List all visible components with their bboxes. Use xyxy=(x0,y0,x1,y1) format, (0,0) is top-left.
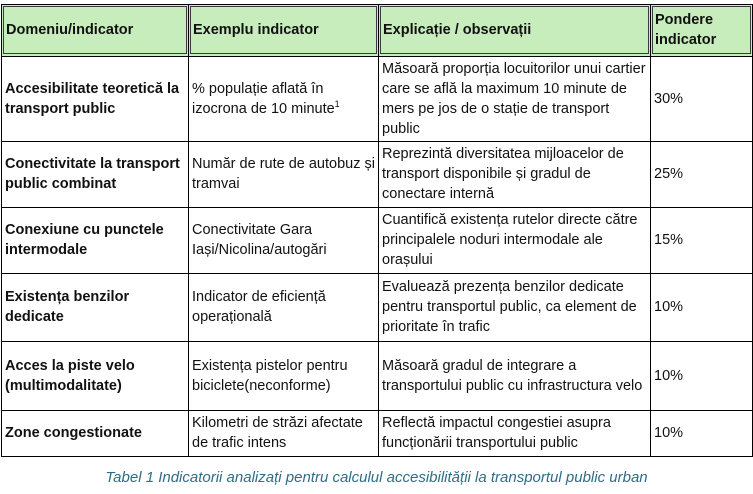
cell-weight: 30% xyxy=(651,57,753,142)
table-row xyxy=(2,411,753,457)
cell-example: Indicator de eficiență operațională xyxy=(189,274,379,342)
cell-example: Conectivitate Gara Iași/Nicolina/autogări xyxy=(189,208,379,274)
cell-weight: 15% xyxy=(651,208,753,274)
cell-domain: Acces la piste velo (multimodalitate) xyxy=(2,342,189,411)
cell-explanation: Evaluează prezența benzilor dedicate pentru transportul public, ca element de prioritate în trafic xyxy=(379,274,651,342)
table-caption: Tabel 1 Indicatorii analizați pentru calculul accesibilității la transportul public urban xyxy=(105,469,648,486)
cell-weight: 10% xyxy=(651,274,753,342)
cell-explanation: Reflectă impactul congestiei asupra funcționării transportului public xyxy=(379,411,651,457)
cell-explanation: Reprezintă diversitatea mijloacelor de transport disponibile și gradul de conectare internă xyxy=(379,142,651,208)
table-row xyxy=(2,208,753,274)
cell-example: Număr de rute de autobuz și tramvai xyxy=(189,142,379,208)
cell-explanation: Măsoară gradul de integrare a transportului public cu infrastructura velo xyxy=(379,342,651,411)
cell-weight: 10% xyxy=(651,411,753,457)
cell-example xyxy=(189,57,379,142)
cell-domain: Zone congestionate xyxy=(2,411,189,457)
cell-explanation: Măsoară proporția locuitorilor unui cartier care se află la maximum 10 minute de mers pe jos de o stație de transport public xyxy=(379,57,651,142)
cell-weight: 25% xyxy=(651,142,753,208)
cell-example-text: % populație aflată în izocrona de 10 minute xyxy=(192,80,335,117)
footnote-marker: 1 xyxy=(334,98,340,109)
table-row xyxy=(2,274,753,342)
indicators-table xyxy=(1,4,753,457)
table-header-row xyxy=(2,5,753,57)
cell-domain: Conexiune cu punctele intermodale xyxy=(2,208,189,274)
cell-example: Kilometri de străzi afectate de trafic intens xyxy=(189,411,379,457)
header-explanation: Explicație / observații xyxy=(379,5,651,57)
header-weight: Pondere indicator xyxy=(651,5,753,57)
cell-explanation: Cuantifică existența rutelor directe către principalele noduri intermodale ale orașului xyxy=(379,208,651,274)
cell-domain: Conectivitate la transport public combinat xyxy=(2,142,189,208)
cell-domain: Accesibilitate teoretică la transport public xyxy=(2,57,189,142)
table-row xyxy=(2,57,753,142)
table-row xyxy=(2,342,753,411)
cell-domain: Existența benzilor dedicate xyxy=(2,274,189,342)
cell-example: Existența pistelor pentru biciclete(neconforme) xyxy=(189,342,379,411)
cell-weight: 10% xyxy=(651,342,753,411)
table-row xyxy=(2,142,753,208)
header-example: Exemplu indicator xyxy=(189,5,379,57)
header-domain: Domeniu/indicator xyxy=(2,5,189,57)
